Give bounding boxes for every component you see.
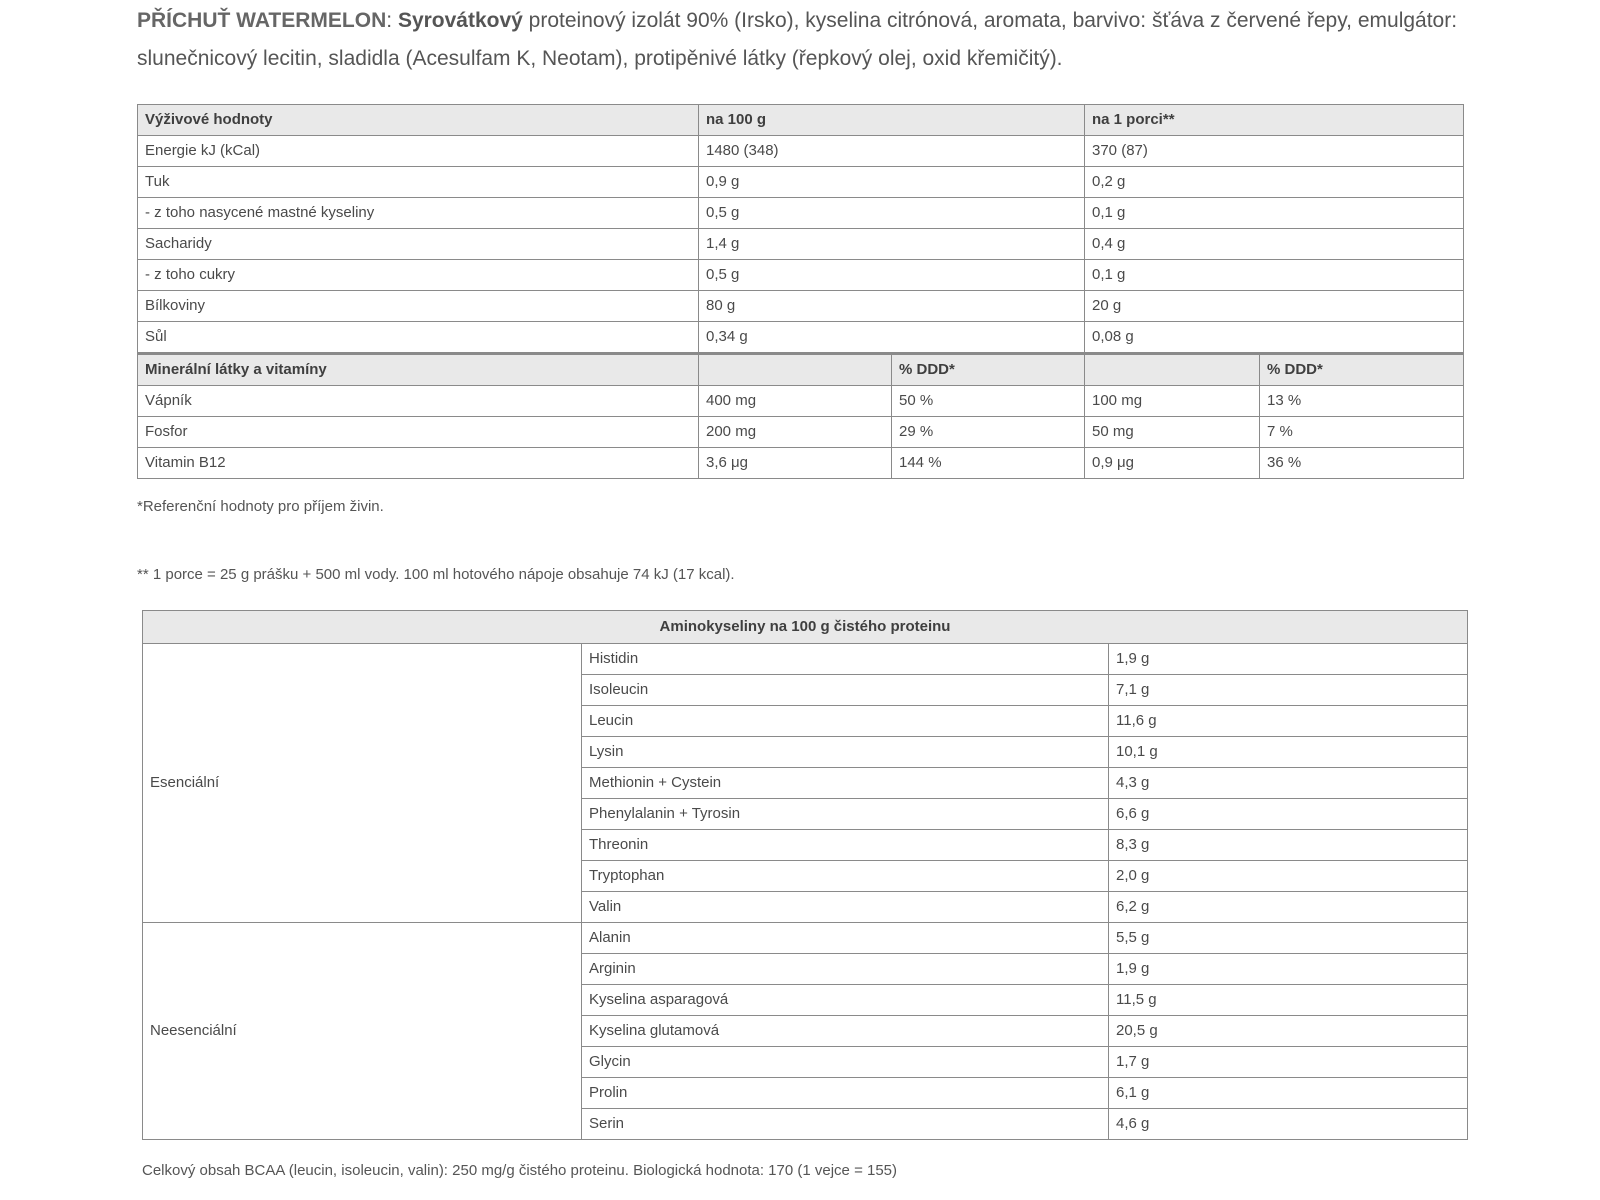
nutrient-name: - z toho nasycené mastné kyseliny: [138, 198, 699, 229]
amino-acid-amount: 1,7 g: [1109, 1047, 1468, 1078]
mineral-ddd-per-portion: 36 %: [1260, 448, 1464, 479]
nutrient-per-portion: 0,08 g: [1085, 322, 1464, 354]
nutrient-per100g: 0,9 g: [699, 167, 1085, 198]
mineral-per100g: 3,6 μg: [699, 448, 892, 479]
amino-acid-amount: 8,3 g: [1109, 830, 1468, 861]
nutrition-row: [138, 198, 1464, 229]
mineral-row: [138, 386, 1464, 417]
amino-acid-name: Prolin: [582, 1078, 1109, 1109]
nutrient-per-portion: 20 g: [1085, 291, 1464, 322]
amino-acid-amount: 7,1 g: [1109, 675, 1468, 706]
amino-acid-name: Leucin: [582, 706, 1109, 737]
mineral-per100g: 200 mg: [699, 417, 892, 448]
nutrition-table: [137, 104, 1464, 479]
amino-acid-amount: 20,5 g: [1109, 1016, 1468, 1047]
minerals-header-per-portion: [1085, 354, 1260, 386]
nutrient-name: Sůl: [138, 322, 699, 354]
mineral-ddd-per100g: 50 %: [892, 386, 1085, 417]
nutrient-per100g: 80 g: [699, 291, 1085, 322]
mineral-ddd-per100g: 144 %: [892, 448, 1085, 479]
amino-acid-name: Threonin: [582, 830, 1109, 861]
mineral-per-portion: 50 mg: [1085, 417, 1260, 448]
amino-group-name: Esenciální: [143, 644, 582, 923]
nutrient-name: - z toho cukry: [138, 260, 699, 291]
amino-acid-amount: 5,5 g: [1109, 923, 1468, 954]
ingredients-paragraph: [137, 2, 1467, 78]
flavor-label: PŘÍCHUŤ WATERMELON: [137, 9, 387, 32]
amino-acid-amount: 11,5 g: [1109, 985, 1468, 1016]
nutrition-row: [138, 167, 1464, 198]
amino-acid-name: Tryptophan: [582, 861, 1109, 892]
nutrient-per-portion: 0,1 g: [1085, 260, 1464, 291]
mineral-per100g: 400 mg: [699, 386, 892, 417]
nutrition-row: [138, 291, 1464, 322]
amino-acid-amount: 6,2 g: [1109, 892, 1468, 923]
nutrient-name: Bílkoviny: [138, 291, 699, 322]
mineral-ddd-per-portion: 7 %: [1260, 417, 1464, 448]
minerals-header-ddd-per-portion: % DDD*: [1260, 354, 1464, 386]
nutrient-per100g: 0,5 g: [699, 198, 1085, 229]
amino-acids-table: [142, 610, 1468, 1140]
minerals-header-ddd-per100g: % DDD*: [892, 354, 1085, 386]
amino-group-name: Neesenciální: [143, 923, 582, 1140]
mineral-name: Vitamin B12: [138, 448, 699, 479]
nutrient-per100g: 1,4 g: [699, 229, 1085, 260]
amino-acid-amount: 11,6 g: [1109, 706, 1468, 737]
amino-acid-amount: 1,9 g: [1109, 644, 1468, 675]
amino-acid-amount: 6,1 g: [1109, 1078, 1468, 1109]
amino-row: [143, 644, 1468, 675]
amino-acid-name: Methionin + Cystein: [582, 768, 1109, 799]
nutrient-per100g: 0,34 g: [699, 322, 1085, 354]
amino-acid-name: Alanin: [582, 923, 1109, 954]
amino-acid-amount: 4,3 g: [1109, 768, 1468, 799]
mineral-ddd-per-portion: 13 %: [1260, 386, 1464, 417]
nutrition-header-per-portion: na 1 porci**: [1085, 105, 1464, 136]
amino-row: [143, 923, 1468, 954]
nutrient-per100g: 1480 (348): [699, 136, 1085, 167]
nutrition-header-row: [138, 105, 1464, 136]
minerals-header-per100g: [699, 354, 892, 386]
nutrition-header-label: Výživové hodnoty: [138, 105, 699, 136]
ingredients-bold-word: Syrovátkový: [397, 9, 523, 32]
nutrient-name: Tuk: [138, 167, 699, 198]
nutrient-name: Energie kJ (kCal): [138, 136, 699, 167]
mineral-name: Vápník: [138, 386, 699, 417]
mineral-ddd-per100g: 29 %: [892, 417, 1085, 448]
mineral-name: Fosfor: [138, 417, 699, 448]
amino-acid-name: Arginin: [582, 954, 1109, 985]
nutrient-per-portion: 0,2 g: [1085, 167, 1464, 198]
nutrient-per-portion: 370 (87): [1085, 136, 1464, 167]
nutrition-header-per100g: na 100 g: [699, 105, 1085, 136]
nutrient-per-portion: 0,4 g: [1085, 229, 1464, 260]
amino-acid-name: Isoleucin: [582, 675, 1109, 706]
amino-acid-amount: 4,6 g: [1109, 1109, 1468, 1140]
portion-note: ** 1 porce = 25 g prášku + 500 ml vody. 100 ml hotového nápoje obsahuje 74 kJ (17 kcal).: [137, 566, 735, 583]
amino-acid-amount: 1,9 g: [1109, 954, 1468, 985]
mineral-row: [138, 417, 1464, 448]
nutrition-row: [138, 229, 1464, 260]
minerals-header-label: Minerální látky a vitamíny: [138, 354, 699, 386]
amino-acid-name: Kyselina asparagová: [582, 985, 1109, 1016]
mineral-per-portion: 100 mg: [1085, 386, 1260, 417]
amino-acid-name: Glycin: [582, 1047, 1109, 1078]
amino-acid-name: Serin: [582, 1109, 1109, 1140]
mineral-per-portion: 0,9 μg: [1085, 448, 1260, 479]
nutrition-row: [138, 136, 1464, 167]
amino-acid-name: Phenylalanin + Tyrosin: [582, 799, 1109, 830]
ingredients-text: proteinový izolát 90% (Irsko), kyselina citrónová, aromata, barvivo: šťáva z červené řepy, emulgátor: slunečnicový lecitin, sladidla (Acesulfam K, Neotam), protipěnivé látky (řepkový olej, oxid křemičitý).: [137, 9, 1458, 70]
amino-acid-amount: 10,1 g: [1109, 737, 1468, 768]
nutrient-per100g: 0,5 g: [699, 260, 1085, 291]
ingredients-colon: :: [386, 9, 398, 32]
amino-acid-name: Lysin: [582, 737, 1109, 768]
amino-title: Aminokyseliny na 100 g čistého proteinu: [143, 611, 1468, 644]
amino-acid-name: Kyselina glutamová: [582, 1016, 1109, 1047]
amino-acid-amount: 6,6 g: [1109, 799, 1468, 830]
amino-acid-name: Valin: [582, 892, 1109, 923]
nutrition-row: [138, 322, 1464, 354]
reference-note: *Referenční hodnoty pro příjem živin.: [137, 498, 384, 515]
amino-acid-name: Histidin: [582, 644, 1109, 675]
bcaa-note: Celkový obsah BCAA (leucin, isoleucin, valin): 250 mg/g čistého proteinu. Biologická hodnota: 170 (1 vejce = 155): [142, 1162, 898, 1179]
minerals-header-row: [138, 354, 1464, 386]
nutrient-name: Sacharidy: [138, 229, 699, 260]
nutrient-per-portion: 0,1 g: [1085, 198, 1464, 229]
mineral-row: [138, 448, 1464, 479]
amino-acid-amount: 2,0 g: [1109, 861, 1468, 892]
amino-title-row: [143, 611, 1468, 644]
nutrition-row: [138, 260, 1464, 291]
